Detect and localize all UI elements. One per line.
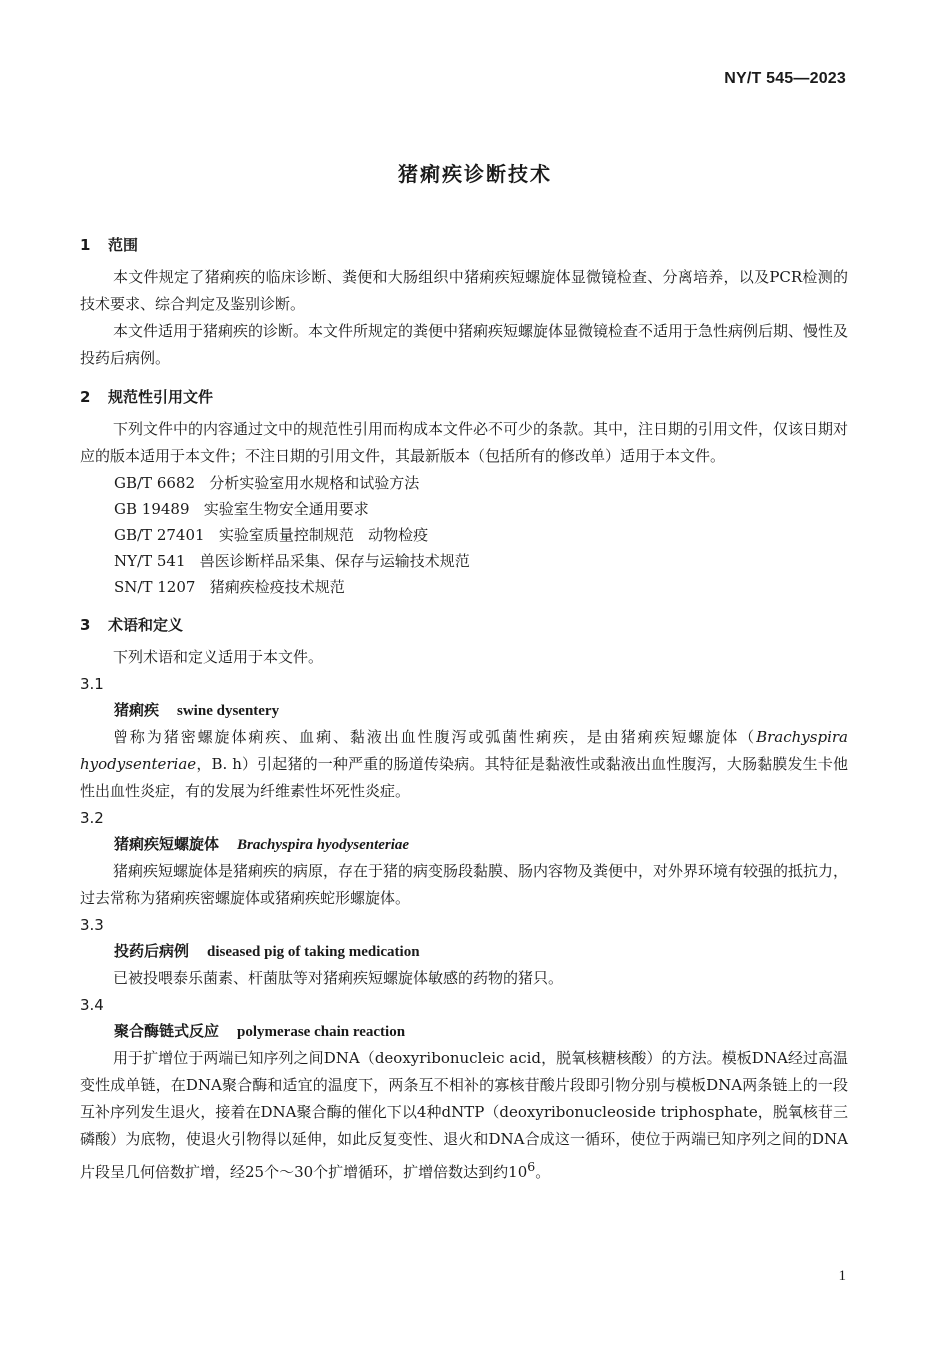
term-heading (80, 1018, 848, 1045)
terms-intro: 下列术语和定义适用于本文件。 (113, 648, 324, 666)
page-title: 猪痢疾诊断技术 (398, 162, 552, 186)
term-chinese: 投药后病例 (114, 942, 190, 960)
scope-paragraph-1: 本文件规定了猪痢疾的临床诊断、粪便和大肠组织中猪痢疾短螺旋体显微镜检查、分离培养，以及PCR检测的技术要求、综合判定及鉴别诊断。 (80, 268, 848, 313)
reference-item: GB/T 6682 分析实验室用水规格和试验方法 (114, 474, 420, 492)
document-body (80, 232, 848, 1186)
term-definition (80, 724, 848, 805)
references-intro: 下列文件中的内容通过文中的规范性引用而构成本文件必不可少的条款。其中，注日期的引用文件，仅该日期对应的版本适用于本文件；不注日期的引用文件，其最新版本（包括所有的修改单）适用于本文件。 (80, 420, 849, 465)
term-chinese: 猪痢疾 (114, 701, 160, 719)
reference-item: GB 19489 实验室生物安全通用要求 (114, 500, 369, 518)
section-1-heading (80, 232, 848, 258)
term-number: 3.2 (80, 809, 104, 827)
term-definition (80, 1045, 848, 1186)
term-english: Brachyspira hyodysenteriae (237, 837, 410, 853)
term-chinese: 猪痢疾短螺旋体 (114, 835, 220, 853)
term-english: diseased pig of taking medication (207, 944, 420, 960)
definition-text: 。 (535, 1163, 551, 1181)
definition-text: 用于扩增位于两端已知序列之间DNA（deoxyribonucleic acid，脱氧核糖核酸）的方法。模板DNA经过高温变性成单链，在DNA聚合酶和适宜的温度下，两条互不相补的寡核苷酸片段即引物分别与模板DNA两条链上的一段互补序列发生退火，接着在DNA聚合酶的催化下以4种dNTP（deoxyribonucleoside triphosphate，脱氧核苷三磷酸）为底物，使退火引物得以延伸，如此反复变性、退火和DNA合成这一循环，使位于两端已知序列之间的DNA片段呈几何倍数扩增，经25个～30个扩增循环，扩增倍数达到约10 (80, 1049, 848, 1181)
term-number: 3.1 (80, 675, 104, 693)
section-number: 1 (80, 236, 91, 254)
section-2-heading (80, 384, 848, 410)
section-title: 规范性引用文件 (108, 388, 214, 406)
term-heading (80, 697, 848, 724)
section-number: 3 (80, 616, 91, 634)
term-heading (80, 831, 848, 858)
term-number: 3.3 (80, 916, 104, 934)
reference-item: GB/T 27401 实验室质量控制规范 动物检疫 (114, 526, 429, 544)
term-number: 3.4 (80, 996, 104, 1014)
section-title: 术语和定义 (108, 616, 184, 634)
term-english: swine dysentery (177, 703, 280, 719)
reference-item: NY/T 541 兽医诊断样品采集、保存与运输技术规范 (114, 552, 470, 570)
section-3-heading (80, 612, 848, 638)
exponent: 6 (527, 1159, 536, 1174)
term-definition: 已被投喂泰乐菌素、杆菌肽等对猪痢疾短螺旋体敏感的药物的猪只。 (113, 969, 564, 987)
section-number: 2 (80, 388, 91, 406)
definition-text: ，B. h）引起猪的一种严重的肠道传染病。其特征是黏液性或黏液出血性腹泻，大肠黏膜发生卡他性出血性炎症，有的发展为纤维素性坏死性炎症。 (80, 755, 848, 800)
section-title: 范围 (108, 236, 139, 254)
page-number: 1 (838, 1268, 846, 1284)
scope-paragraph-2: 本文件适用于猪痢疾的诊断。本文件所规定的粪便中猪痢疾短螺旋体显微镜检查不适用于急性病例后期、慢性及投药后病例。 (80, 322, 849, 367)
term-heading (80, 938, 848, 965)
reference-item: SN/T 1207 猪痢疾检疫技术规范 (114, 578, 345, 596)
term-english: polymerase chain reaction (237, 1024, 406, 1040)
definition-species-name: Brachyspira hyodysenteriae (80, 728, 848, 773)
standard-code: NY/T 545—2023 (724, 70, 846, 87)
term-chinese: 聚合酶链式反应 (114, 1022, 220, 1040)
definition-text: 曾称为猪密螺旋体痢疾、血痢、黏液出血性腹泻或弧菌性痢疾，是由猪痢疾短螺旋体（ (113, 728, 757, 746)
term-definition: 猪痢疾短螺旋体是猪痢疾的病原，存在于猪的病变肠段黏膜、肠内容物及粪便中，对外界环境有较强的抵抗力，过去常称为猪痢疾密螺旋体或猪痢疾蛇形螺旋体。 (80, 862, 849, 907)
